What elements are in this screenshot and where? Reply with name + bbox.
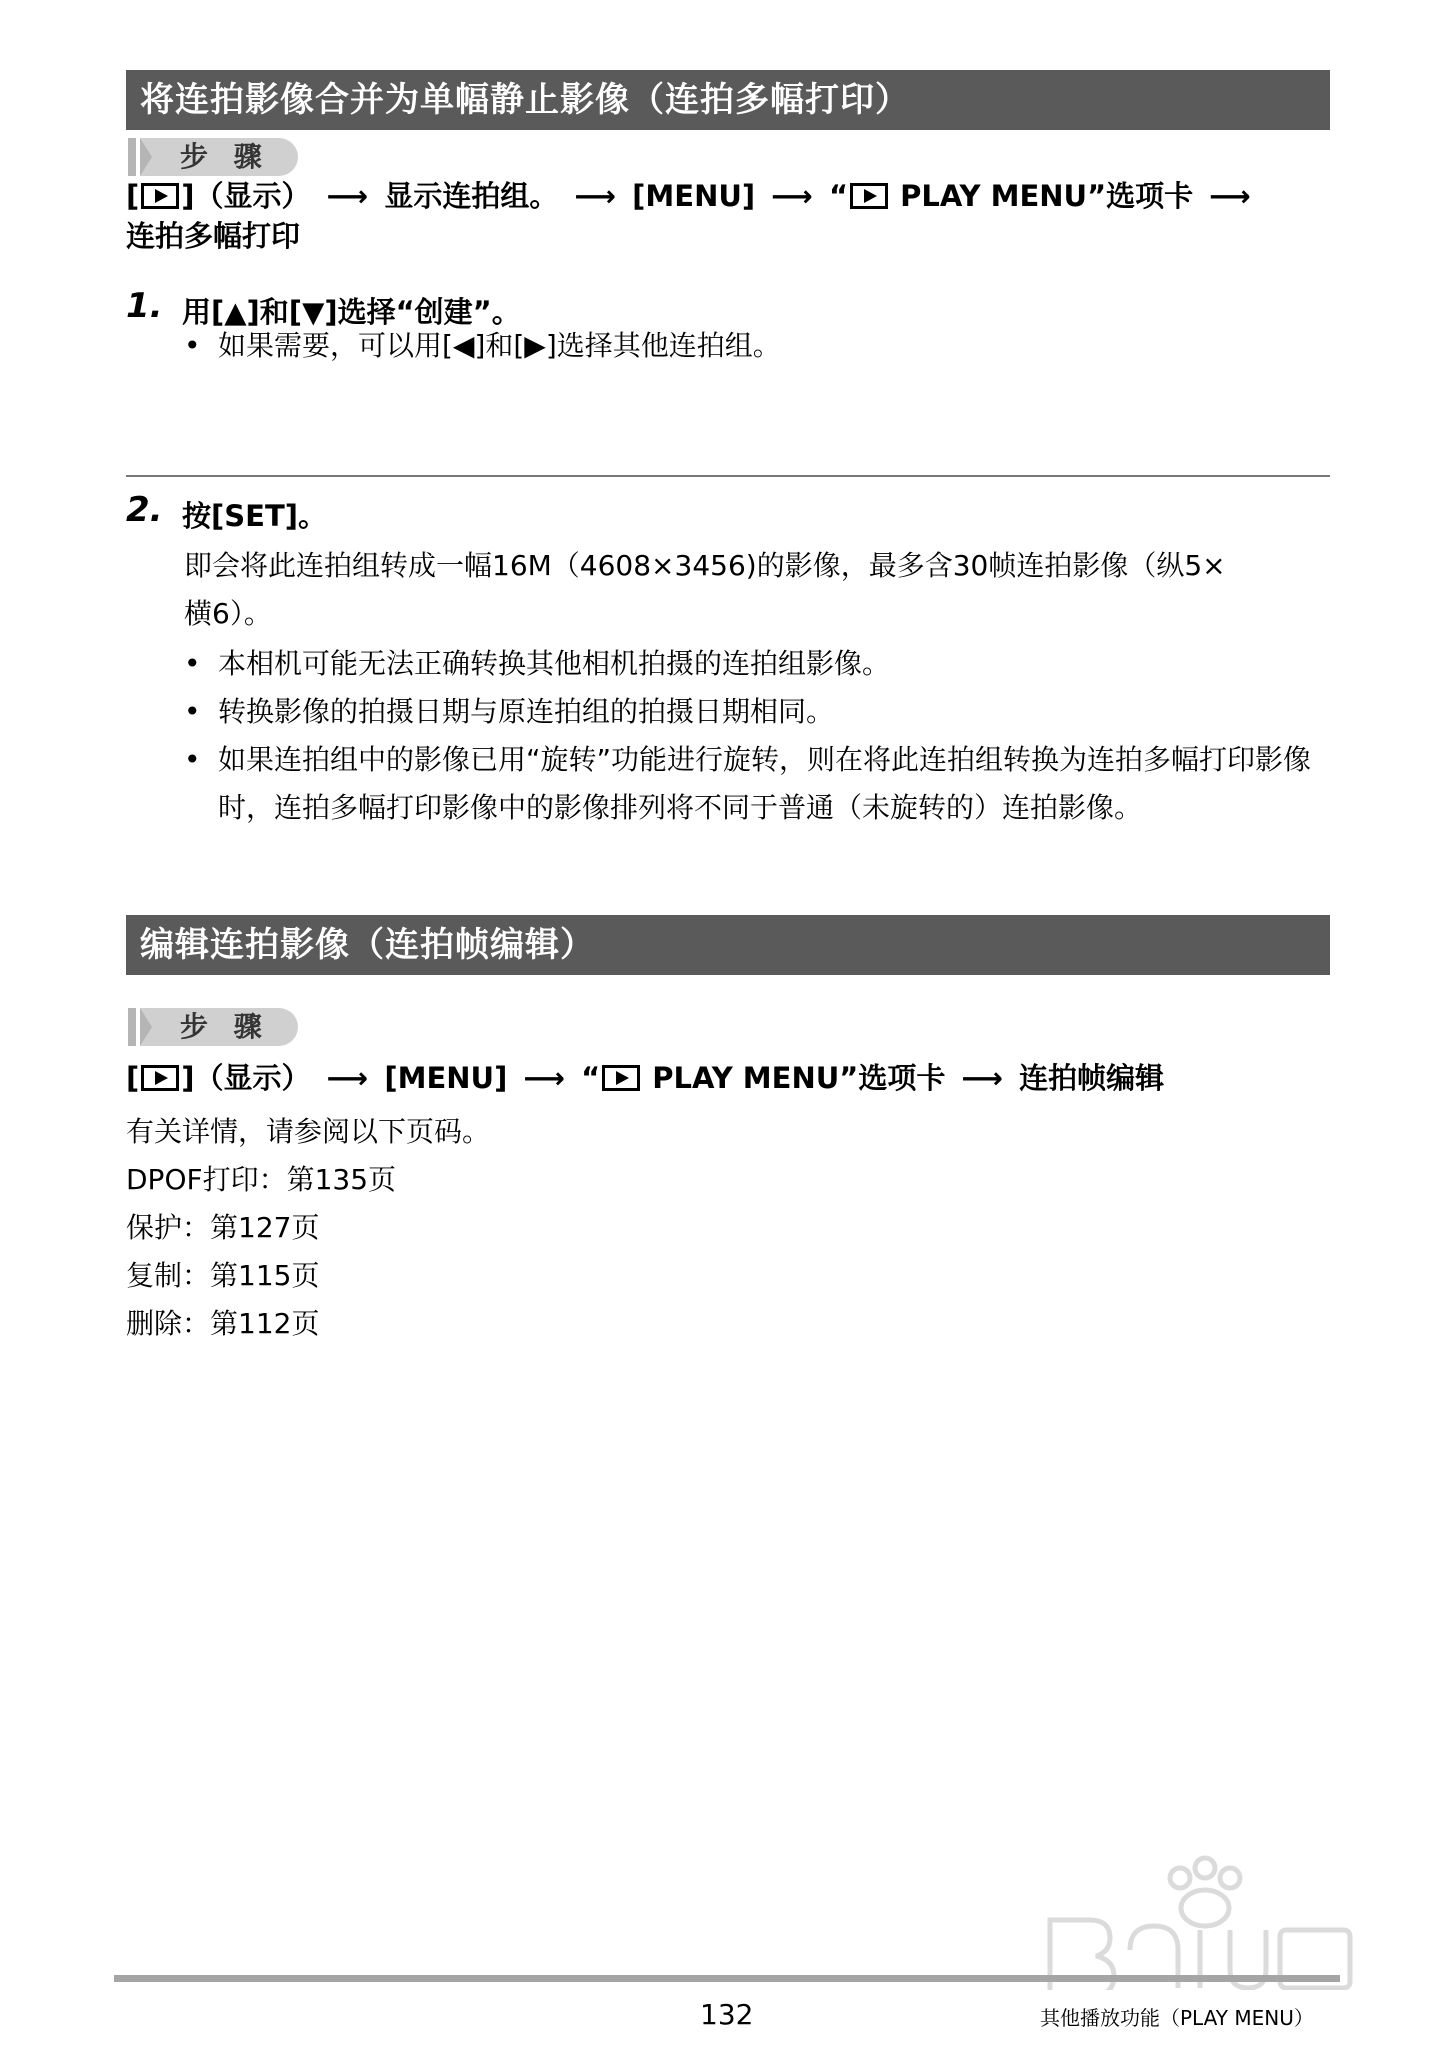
bullet-dot: • <box>184 743 201 776</box>
footer-section-title: 其他播放功能（PLAY MENU） <box>1040 2006 1314 2030</box>
intro-text: 有关详情，请参阅以下页码。 <box>126 1115 491 1148</box>
step-number-2: 2. <box>126 490 163 530</box>
bullet-dot: • <box>184 329 201 362</box>
step-title-1: 用[▲]和[▼]选择“创建”。 <box>182 295 521 329</box>
play-icon <box>602 1065 640 1091</box>
arrow-right-icon: ⟶ <box>326 179 369 213</box>
arrow-right-icon: ⟶ <box>961 1061 1004 1095</box>
play-icon <box>850 183 888 209</box>
watermark-logo-icon <box>1030 1850 1370 1990</box>
footer-divider <box>114 1975 1340 1982</box>
bullet-item: • 转换影像的拍摄日期与原连拍组的拍摄日期相同。 <box>184 688 1324 736</box>
bullet-item: • 如果需要，可以用[◀]和[▶]选择其他连拍组。 <box>184 322 1324 370</box>
page-ref: 删除：第112页 <box>126 1307 320 1340</box>
section-header-burst-edit <box>126 915 1330 975</box>
arrow-right-icon: ⟶ <box>574 179 617 213</box>
play-icon <box>141 1065 179 1091</box>
section-header-burst-print <box>126 70 1330 130</box>
bullet-dot: • <box>184 647 201 680</box>
bullet-dot: • <box>184 695 201 728</box>
step-title-2: 按[SET]。 <box>182 499 327 533</box>
play-icon <box>141 183 179 209</box>
step-number-1: 1. <box>126 286 163 326</box>
bullet-item: • 如果连拍组中的影像已用“旋转”功能进行旋转，则在将此连拍组转换为连拍多幅打印影像时，连拍多幅打印影像中的影像排列将不同于普通（未旋转的）连拍影像。 <box>184 736 1314 832</box>
step2-body-line1: 即会将此连拍组转成一幅16M（4608×3456)的影像，最多含30帧连拍影像（纵5× <box>184 549 1226 582</box>
page-number: 132 <box>700 1998 754 2031</box>
steps-label: 步 骤 <box>180 140 270 173</box>
arrow-right-icon: ⟶ <box>1209 179 1251 213</box>
page-ref: 保护：第127页 <box>126 1211 320 1244</box>
bullet-item: • 本相机可能无法正确转换其他相机拍摄的连拍组影像。 <box>184 640 1324 688</box>
steps-tag <box>128 1008 298 1046</box>
arrow-right-icon: ⟶ <box>523 1061 566 1095</box>
nav-path-line2: 连拍多幅打印 <box>126 219 301 253</box>
divider <box>126 475 1330 477</box>
arrow-right-icon: ⟶ <box>771 179 813 213</box>
step2-body-line2: 横6）。 <box>184 597 272 630</box>
nav-path-line1: [ ]（显示） ⟶ 显示连拍组。 ⟶ [MENU] ⟶ “ PLAY MENU”选项卡 ⟶ <box>126 179 1251 213</box>
section-title: 编辑连拍影像（连拍帧编辑） <box>140 925 595 965</box>
arrow-right-icon: ⟶ <box>326 1061 369 1095</box>
nav-path-line: [ ]（显示） ⟶ [MENU] ⟶ “ PLAY MENU”选项卡 ⟶ 连拍帧编辑 <box>126 1061 1165 1095</box>
section-title: 将连拍影像合并为单幅静止影像（连拍多幅打印） <box>140 80 910 120</box>
page-ref: 复制：第115页 <box>126 1259 320 1292</box>
steps-label: 步 骤 <box>180 1010 270 1043</box>
steps-tag <box>128 138 298 176</box>
page-ref: DPOF打印：第135页 <box>126 1163 397 1196</box>
